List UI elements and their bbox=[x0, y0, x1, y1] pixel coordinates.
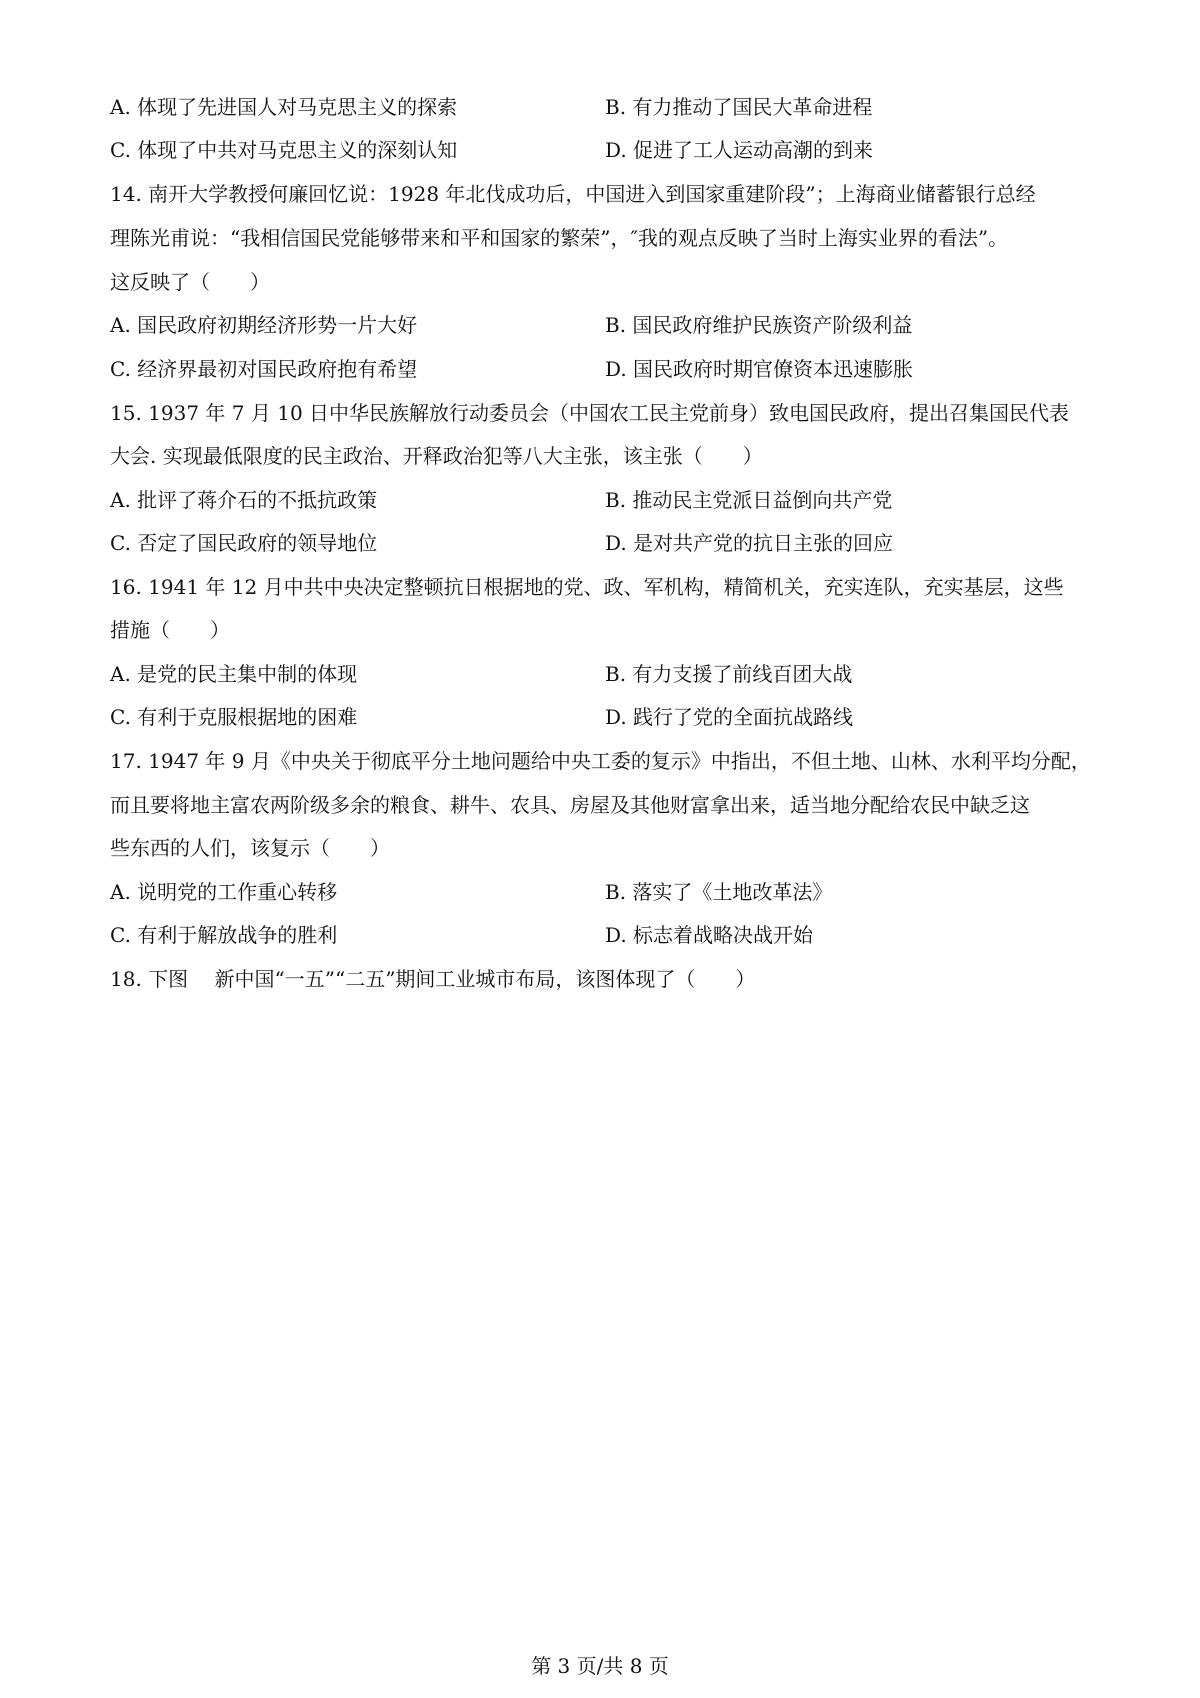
q14-option-d: D. 国民政府时期官僚资本迅速膨胀 bbox=[605, 357, 914, 381]
q18-stem: 18. 下图 新中国“一五”“二五”期间工业城市布局，该图体现了（ ） bbox=[110, 967, 756, 991]
q17-option-b: B. 落实了《土地改革法》 bbox=[605, 880, 833, 904]
q16-option-c: C. 有利于克服根据地的困难 bbox=[110, 705, 358, 729]
q14-option-a: A. 国民政府初期经济形势一片大好 bbox=[110, 313, 418, 337]
q16-option-b: B. 有力支援了前线百团大战 bbox=[605, 662, 853, 686]
q17-stem-line-1: 17. 1947 年 9 月《中央关于彻底平分土地问题给中央工委的复示》中指出，不但土地、山林、水利平均分配， bbox=[110, 749, 1091, 773]
q15-stem-line-2: 大会. 实现最低限度的民主政治、开释政治犯等八大主张，该主张（ ） bbox=[110, 444, 763, 468]
q14-stem-line-1: 14. 南开大学教授何廉回忆说：1928 年北伐成功后，中国进入到国家重建阶段”；上海商业储蓄银行总经 bbox=[110, 182, 1036, 206]
q14-stem-line-3: 这反映了（ ） bbox=[110, 270, 270, 294]
q13-option-b: B. 有力推动了国民大革命进程 bbox=[605, 95, 873, 119]
q16-option-d: D. 践行了党的全面抗战路线 bbox=[605, 705, 854, 729]
q13-option-d: D. 促进了工人运动高潮的到来 bbox=[605, 138, 874, 162]
q14-option-b: B. 国民政府维护民族资产阶级利益 bbox=[605, 313, 913, 337]
q13-option-c: C. 体现了中共对马克思主义的深刻认知 bbox=[110, 138, 458, 162]
q17-option-c: C. 有利于解放战争的胜利 bbox=[110, 923, 338, 947]
q15-option-a: A. 批评了蒋介石的不抵抗政策 bbox=[110, 488, 378, 512]
q13-option-a: A. 体现了先进国人对马克思主义的探索 bbox=[110, 95, 458, 119]
q17-option-d: D. 标志着战略决战开始 bbox=[605, 923, 814, 947]
q17-stem-line-3: 些东西的人们，该复示（ ） bbox=[110, 836, 390, 860]
page-number-footer: 第 3 页/共 8 页 bbox=[531, 1654, 669, 1678]
q15-option-d: D. 是对共产党的抗日主张的回应 bbox=[605, 531, 894, 555]
q15-option-b: B. 推动民主党派日益倒向共产党 bbox=[605, 488, 893, 512]
q17-stem-line-2: 而且要将地主富农两阶级多余的粮食、耕牛、农具、房屋及其他财富拿出来，适当地分配给农民中缺乏这 bbox=[110, 793, 1030, 817]
q16-stem-line-2: 措施（ ） bbox=[110, 618, 230, 642]
q16-option-a: A. 是党的民主集中制的体现 bbox=[110, 662, 358, 686]
q15-stem-line-1: 15. 1937 年 7 月 10 日中华民族解放行动委员会（中国农工民主党前身）致电国民政府，提出召集国民代表 bbox=[110, 401, 1070, 425]
q17-option-a: A. 说明党的工作重心转移 bbox=[110, 880, 338, 904]
q16-stem-line-1: 16. 1941 年 12 月中共中央决定整顿抗日根据地的党、政、军机构，精简机关，充实连队，充实基层，这些 bbox=[110, 575, 1064, 599]
q14-option-c: C. 经济界最初对国民政府抱有希望 bbox=[110, 357, 418, 381]
q14-stem-line-2: 理陈光甫说：“我相信国民党能够带来和平和国家的繁荣”，″我的观点反映了当时上海实业界的看法”。 bbox=[110, 226, 1009, 250]
q15-option-c: C. 否定了国民政府的领导地位 bbox=[110, 531, 378, 555]
